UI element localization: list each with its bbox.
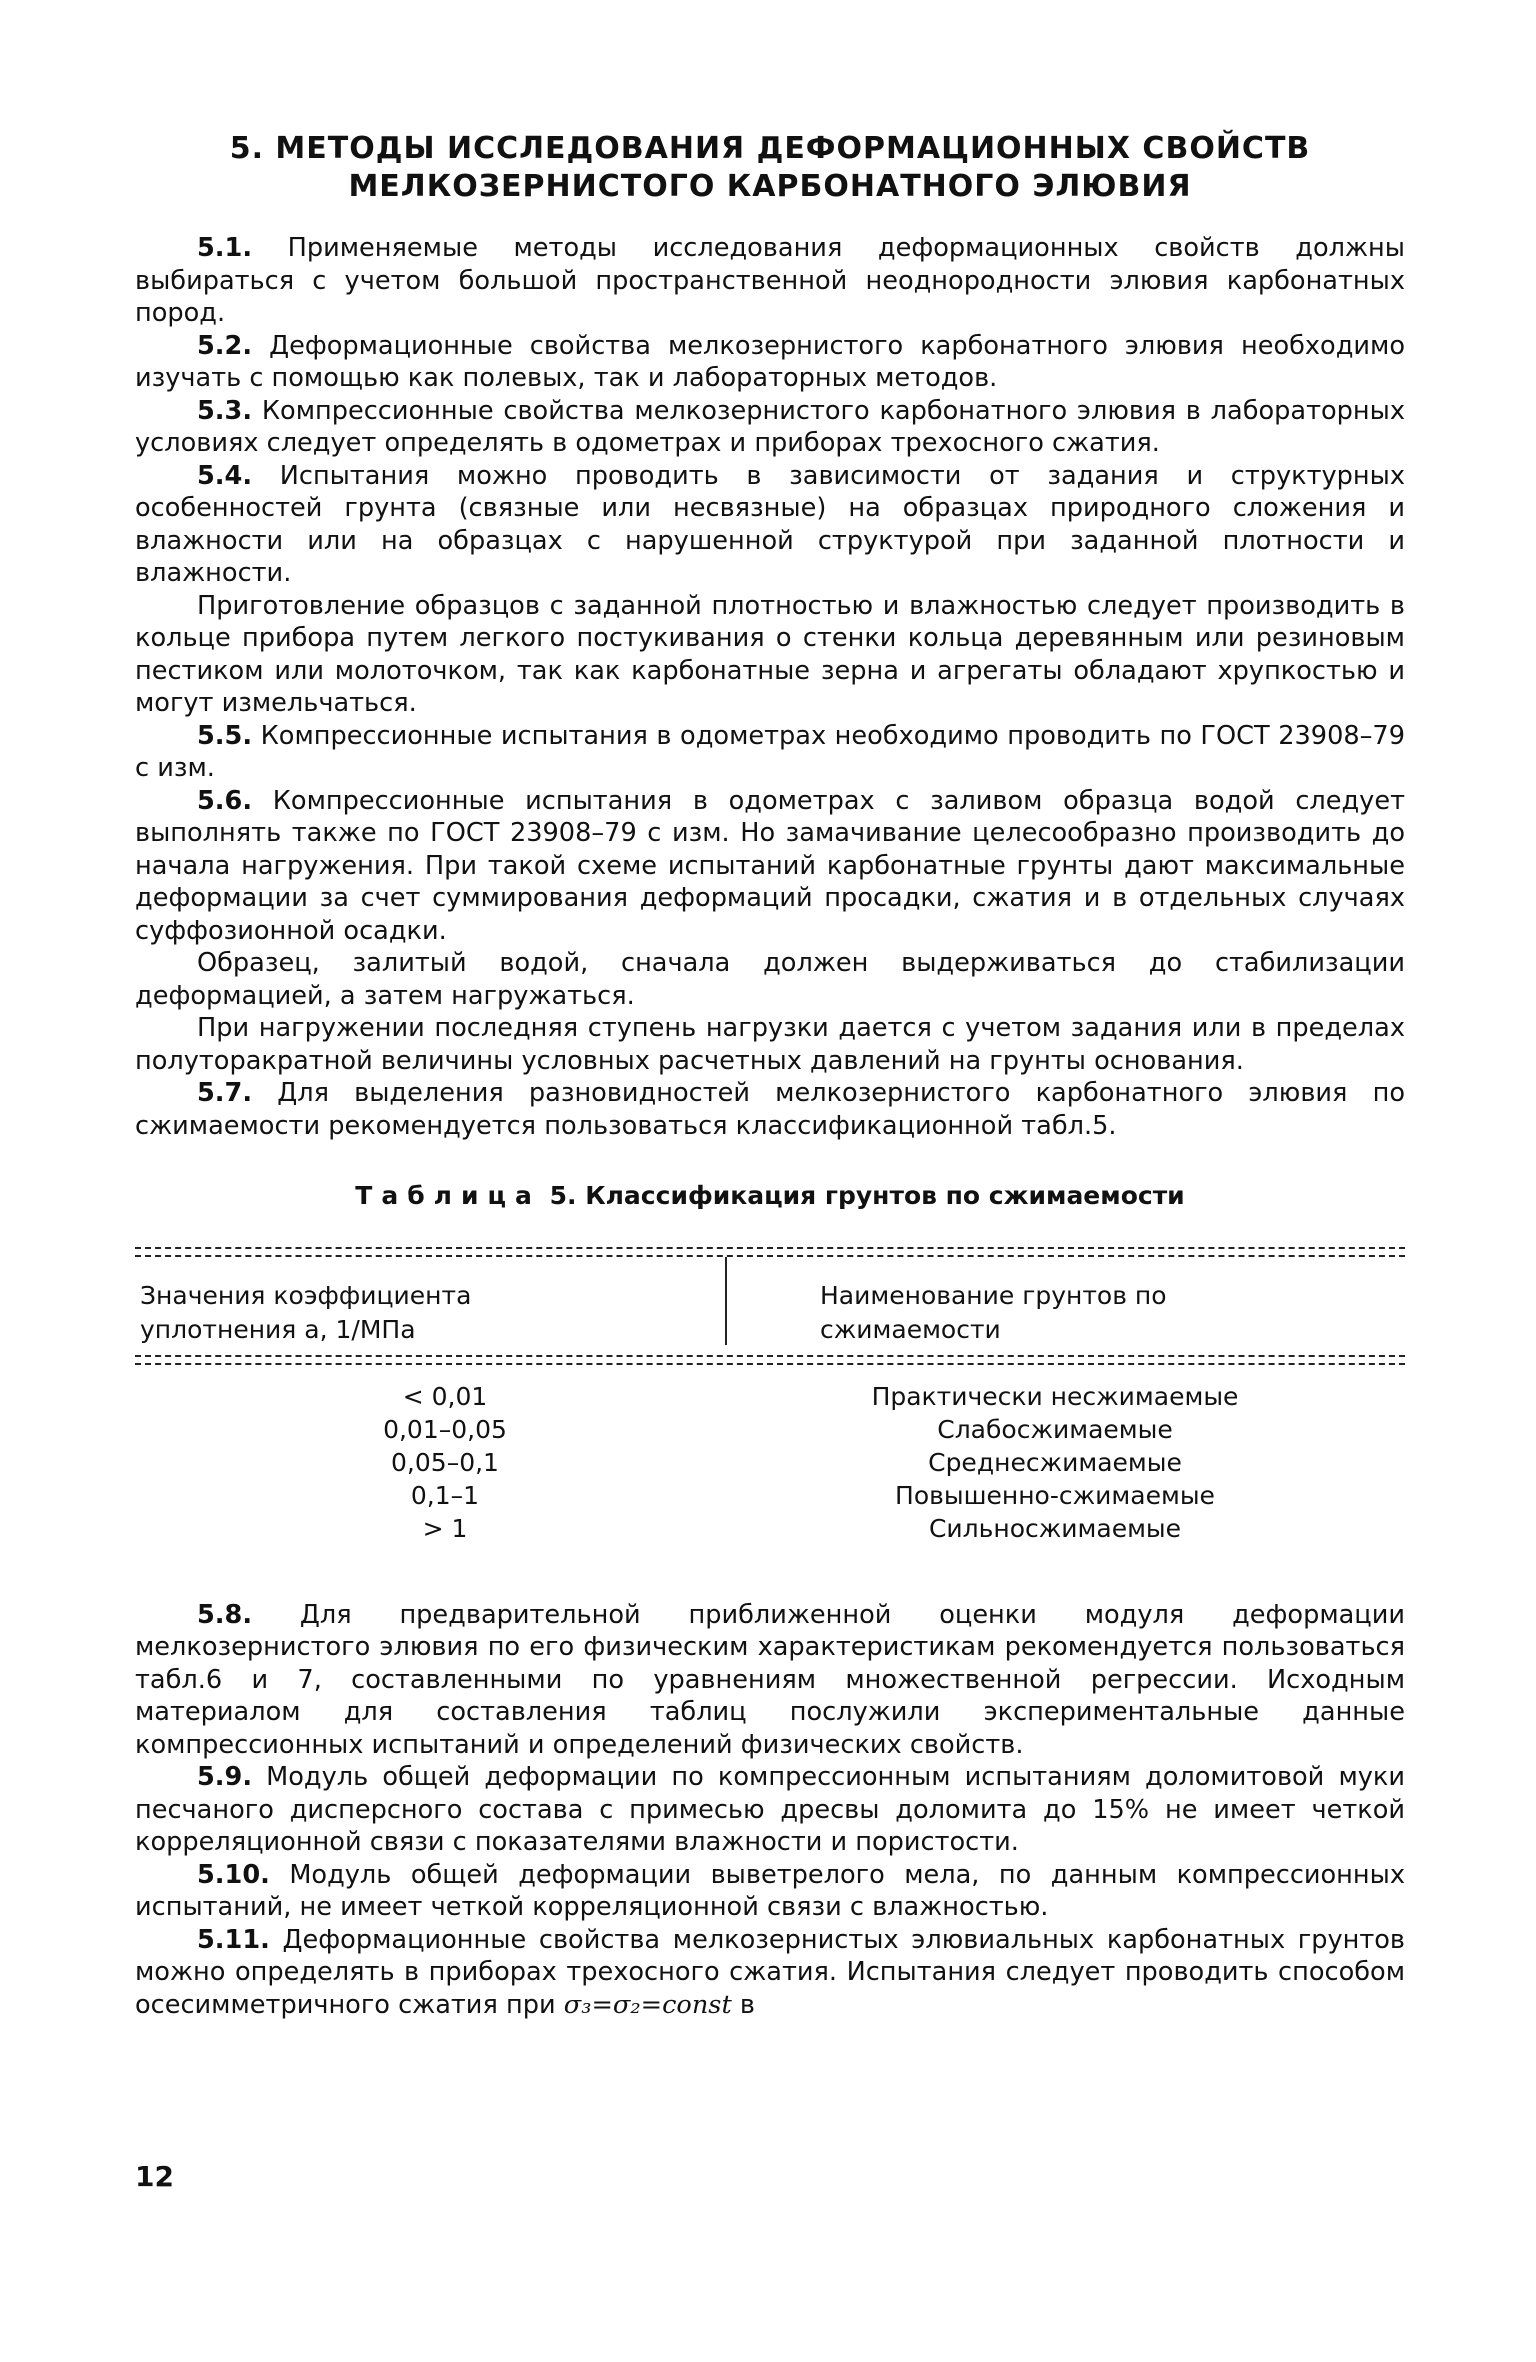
table-cell-value: > 1 bbox=[422, 1513, 468, 1543]
paragraph-number: 5.5. bbox=[197, 720, 253, 751]
header-line: Значения коэффициента bbox=[140, 1280, 472, 1310]
table-caption-title: 5. Классификация грунтов по сжимаемости bbox=[540, 1181, 1185, 1210]
paragraph-number: 5.11. bbox=[197, 1924, 270, 1955]
paragraph-5-4 bbox=[135, 460, 1405, 590]
paragraph-5-5 bbox=[135, 720, 1405, 785]
paragraph-text: Компрессионные испытания в одометрах с заливом образца водой следует выполнять также по ГОСТ 23908–79 с изм. Но замачивание целесообразно производить до начала нагружения. При такой схеме испытаний карбонатные грунты дают максимальные деформации за счет суммирования деформаций просадки, сжатия и в отдельных случаях суффозионной осадки. bbox=[135, 785, 1405, 946]
paragraph-text: Применяемые методы исследования деформационных свойств должны выбираться с учетом большой пространственной неоднородности элювия карбонатных пород. bbox=[135, 233, 1405, 328]
paragraph-sample-water bbox=[135, 947, 1405, 1012]
page-number: 12 bbox=[135, 2160, 174, 2193]
paragraph-sample-prep bbox=[135, 590, 1405, 720]
table-cell-value: 0,01–0,05 bbox=[383, 1414, 507, 1444]
table-cell-name: Повышенно-сжимаемые bbox=[895, 1480, 1215, 1510]
paragraph-number: 5.2. bbox=[197, 330, 253, 361]
paragraph-text: Компрессионные свойства мелкозернистого карбонатного элювия в лабораторных условиях следует определять в одометрах и приборах трехосного сжатия. bbox=[135, 395, 1405, 458]
paragraph-text: Модуль общей деформации выветрелого мела, по данным компрессионных испытаний, не имеет четкой корреляционной связи с влажностью. bbox=[135, 1859, 1405, 1922]
paragraph-text: Деформационные свойства мелкозернистого карбонатного элювия необходимо изучать с помощью как полевых, так и лабораторных методов. bbox=[135, 330, 1405, 393]
paragraph-number: 5.4. bbox=[197, 460, 253, 491]
table-cell-name: Среднесжимаемые bbox=[928, 1447, 1182, 1477]
table-top-rule-2 bbox=[135, 1255, 1405, 1257]
paragraph-5-2 bbox=[135, 330, 1405, 395]
paragraph-text: Испытания можно проводить в зависимости от задания и структурных особенностей грунта (связные или несвязные) на образцах природного сложения и влажности или на образцах с нарушенной структурой при заданной плотности и влажности. bbox=[135, 460, 1405, 588]
table-caption bbox=[135, 1180, 1405, 1213]
paragraph-5-7 bbox=[135, 1077, 1405, 1142]
paragraph-number: 5.8. bbox=[197, 1599, 253, 1630]
table-header-coefficient bbox=[140, 1279, 471, 1347]
paragraph-5-6 bbox=[135, 785, 1405, 948]
paragraph-5-3 bbox=[135, 395, 1405, 460]
paragraph-number: 5.3. bbox=[197, 395, 253, 426]
paragraph-number: 5.6. bbox=[197, 785, 253, 816]
table-cell-name: Практически несжимаемые bbox=[871, 1381, 1239, 1411]
paragraph-5-11 bbox=[135, 1924, 1405, 2022]
paragraph-number: 5.9. bbox=[197, 1762, 253, 1792]
paragraph-loading bbox=[135, 1012, 1405, 1077]
section-title bbox=[135, 130, 1405, 206]
table-top-rule bbox=[135, 1247, 1405, 1249]
paragraph-number: 5.7. bbox=[197, 1078, 253, 1108]
paragraph-text: Компрессионные испытания в одометрах необходимо проводить по ГОСТ 23908–79 с изм. bbox=[135, 720, 1405, 783]
stress-formula: σ₃=σ₂=const bbox=[563, 1989, 732, 2020]
paragraph-text: Приготовление образцов с заданной плотностью и влажностью следует производить в кольце прибора путем легкого постукивания о стенки кольца деревянным или резиновым пестиком или молоточком, так как карбонатные зерна и агрегаты обладают хрупкостью и могут измельчаться. bbox=[135, 590, 1405, 718]
table-cell-value: < 0,01 bbox=[402, 1381, 488, 1411]
paragraph-text: Для предварительной приближенной оценки модуля деформации мелкозернистого элювия по его физическим характеристикам рекомендуется пользоваться табл.6 и 7, составленными по уравнениям множественной регрессии. Исходным материалом для составления таблиц послужили экспериментальные данные компрессионных испытаний и определений физических свойств. bbox=[135, 1599, 1405, 1760]
compressibility-table bbox=[135, 1247, 1405, 1579]
paragraph-number: 5.1. bbox=[197, 233, 253, 263]
header-line: Наименование грунтов по bbox=[820, 1280, 1167, 1310]
paragraph-tail: в bbox=[731, 1989, 755, 2020]
table-header-rule-2 bbox=[135, 1363, 1405, 1365]
table-cell-value: 0,1–1 bbox=[410, 1480, 480, 1510]
section-title-line-1: 5. МЕТОДЫ ИССЛЕДОВАНИЯ ДЕФОРМАЦИОННЫХ СВОЙСТВ bbox=[229, 131, 1311, 166]
table-cell-name: Слабосжимаемые bbox=[937, 1414, 1173, 1444]
paragraph-text: При нагружении последняя ступень нагрузки дается с учетом задания или в пределах полуторакратной величины условных расчетных давлений на грунты основания. bbox=[135, 1013, 1405, 1076]
table-row bbox=[135, 1447, 1405, 1480]
header-line: уплотнения а, 1/МПа bbox=[140, 1314, 416, 1344]
paragraph-5-9 bbox=[135, 1761, 1405, 1859]
table-caption-label: Таблица bbox=[355, 1181, 541, 1210]
paragraph-5-1 bbox=[135, 232, 1405, 330]
table-row bbox=[135, 1381, 1405, 1414]
document-page bbox=[135, 0, 1405, 2362]
paragraph-text: Для выделения разновидностей мелкозернистого карбонатного элювия по сжимаемости рекомендуется пользоваться классификационной табл.5. bbox=[135, 1078, 1405, 1141]
table-header-name bbox=[820, 1279, 1167, 1347]
table-cell-name: Сильносжимаемые bbox=[928, 1513, 1182, 1543]
table-row bbox=[135, 1480, 1405, 1513]
table-cell-value: 0,05–0,1 bbox=[391, 1447, 499, 1477]
paragraph-5-10 bbox=[135, 1859, 1405, 1924]
table-row bbox=[135, 1414, 1405, 1447]
paragraph-number: 5.10. bbox=[197, 1859, 270, 1890]
table-column-divider bbox=[725, 1257, 727, 1345]
paragraph-5-8 bbox=[135, 1599, 1405, 1762]
table-header-rule bbox=[135, 1355, 1405, 1357]
paragraph-text: Деформационные свойства мелкозернистых элювиальных карбонатных грунтов можно определять в приборах трехосного сжатия. Испытания следует проводить способом осесимметричного сжатия при bbox=[135, 1924, 1405, 2020]
table-row bbox=[135, 1513, 1405, 1546]
paragraph-text: Модуль общей деформации по компрессионным испытаниям доломитовой муки песчаного дисперсного состава с примесью дресвы доломита до 15% не имеет четкой корреляционной связи с показателями влажности и пористости. bbox=[135, 1762, 1405, 1857]
paragraphs-after-table bbox=[135, 1599, 1405, 2022]
document-body bbox=[135, 232, 1405, 2021]
section-title-line-2: МЕЛКОЗЕРНИСТОГО КАРБОНАТНОГО ЭЛЮВИЯ bbox=[348, 169, 1192, 204]
paragraph-text: Образец, залитый водой, сначала должен выдерживаться до стабилизации деформацией, а затем нагружаться. bbox=[135, 948, 1405, 1011]
header-line: сжимаемости bbox=[820, 1314, 1001, 1344]
